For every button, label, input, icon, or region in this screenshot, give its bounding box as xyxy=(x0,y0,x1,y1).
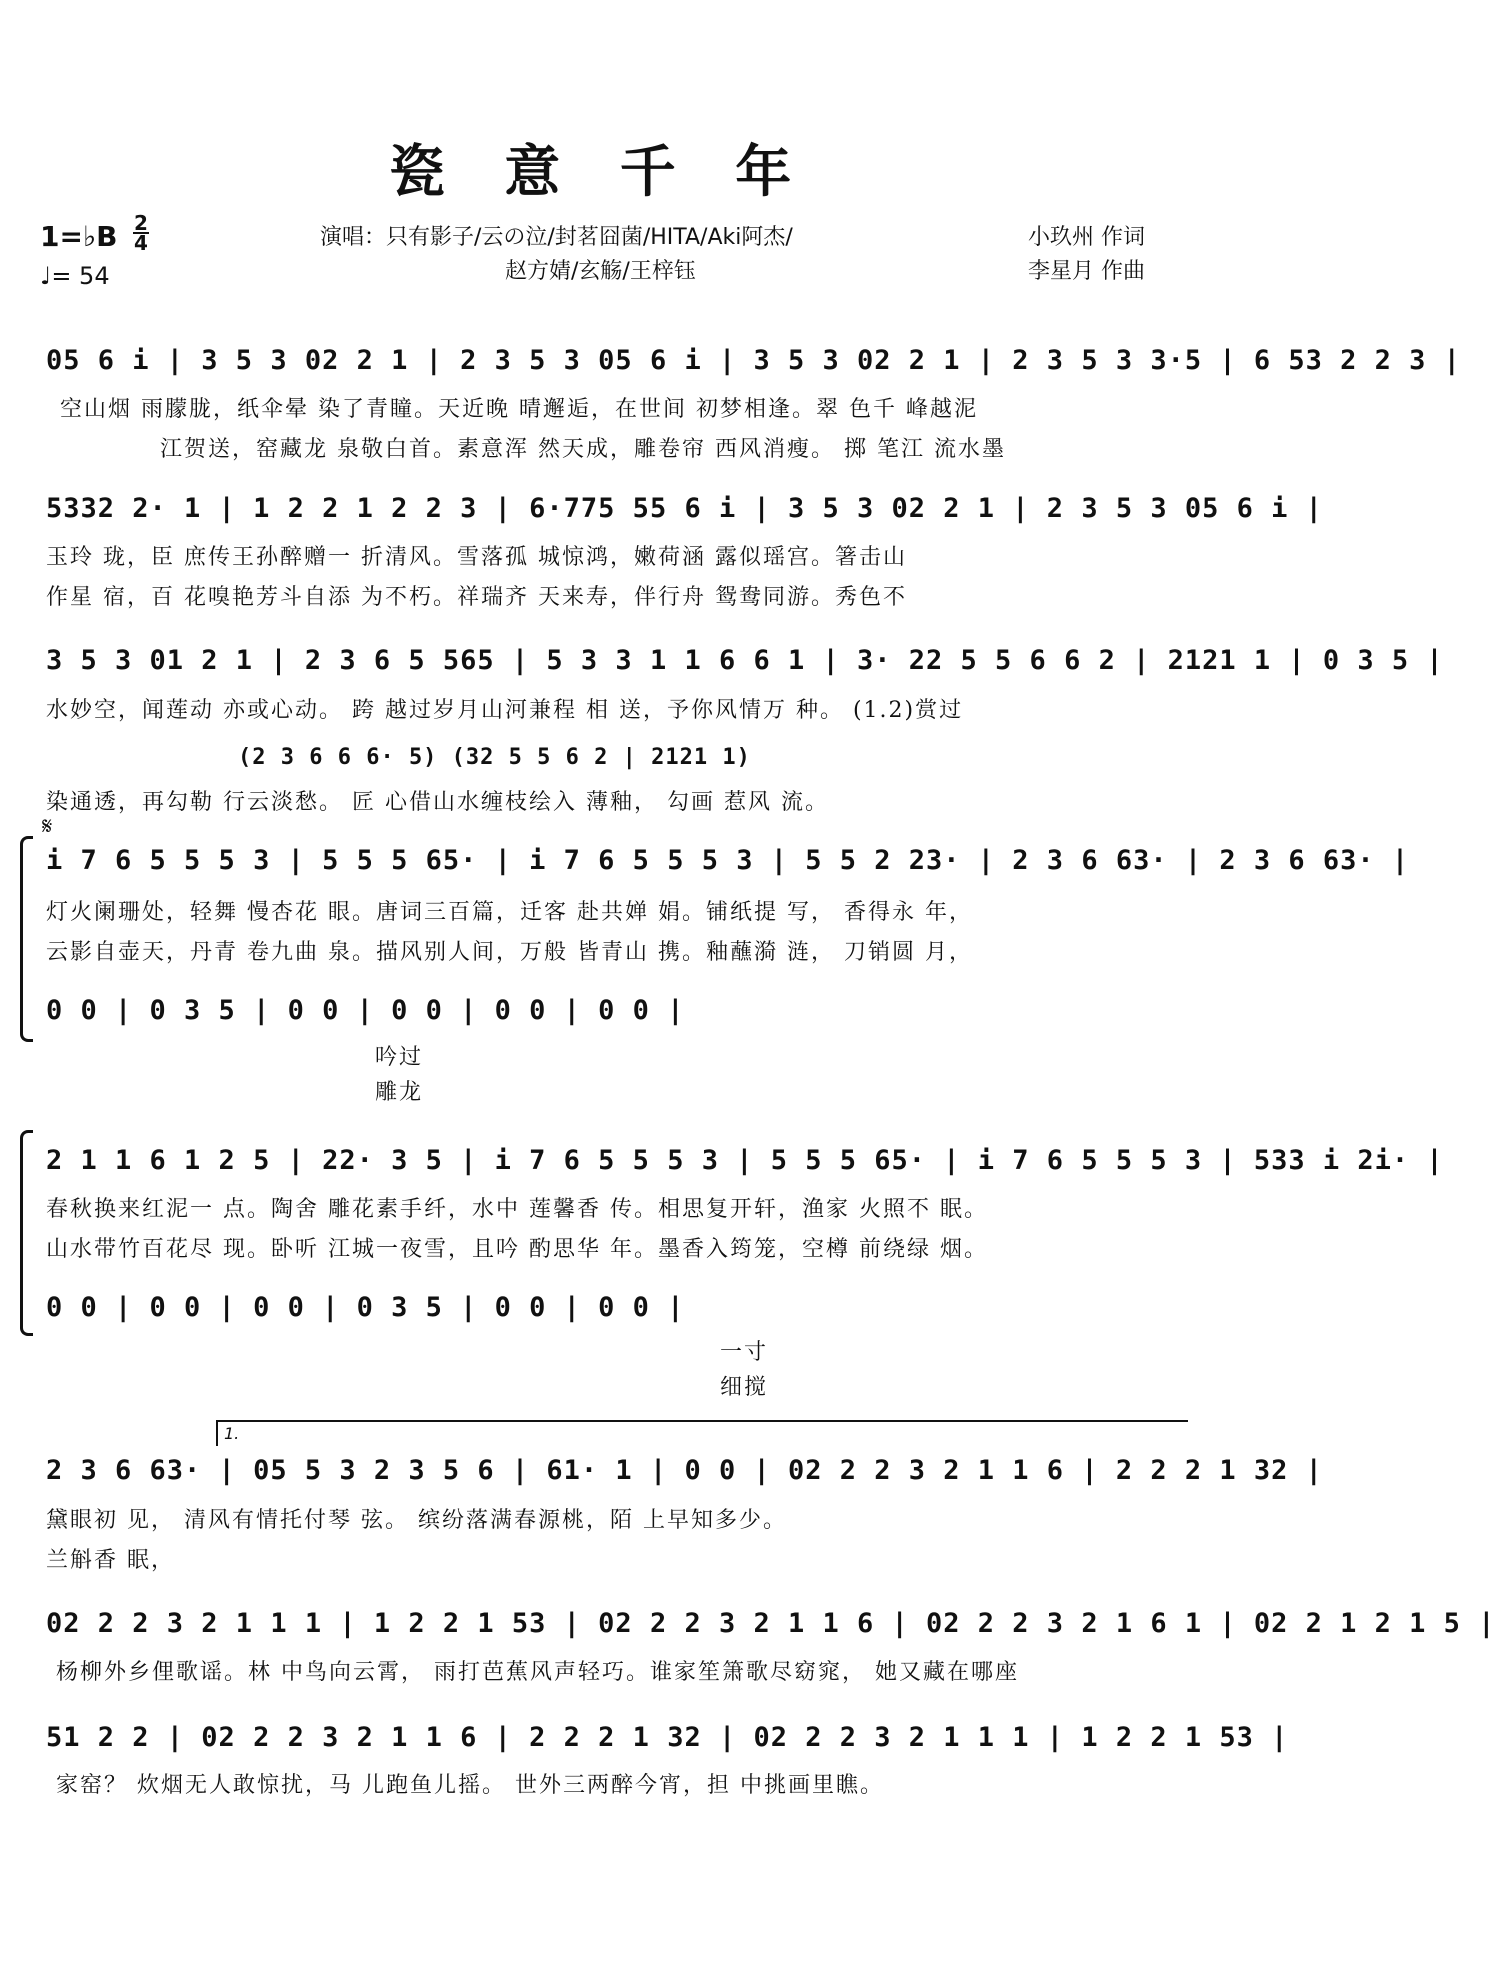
notation-row: 02 2 2 3 2 1 1 1 | 1 2 2 1 53 | 02 2 2 3 2 1 1 6 | 02 2 2 3 2 1 6 1 | 02 2 1 2 1 5 | xyxy=(46,1608,1495,1639)
notation-row: 51 2 2 | 02 2 2 3 2 1 1 6 | 2 2 2 1 32 | 02 2 2 3 2 1 1 1 | 1 2 2 1 53 | xyxy=(46,1722,1289,1753)
singers-line-1: 演唱：只有影子/云の泣/封茗囧菌/HITA/Aki阿杰/ xyxy=(320,225,793,250)
lyric-line: 江贺送，窑藏龙 泉敬白首。素意浑 然天成，雕卷帘 西风消瘦。 掷 笔江 流水墨 xyxy=(160,437,1006,462)
notation-row: 2 1 1 6 1 2 5 | 22· 3 5 | i 7 6 5 5 5 3 | 5 5 5 65· | i 7 6 5 5 5 3 | 533 i 2i· | xyxy=(46,1145,1444,1176)
system-bracket xyxy=(20,836,33,1042)
lyric-line: 水妙空，闻莲动 亦或心动。 跨 越过岁月山河兼程 相 送，予你风情万 种。 (1.2)赏过 xyxy=(46,698,964,723)
segno-sign: 𝄋 xyxy=(42,812,53,840)
lyric-line: 玉玲 珑，臣 庶传王孙醉赠一 折清风。雪落孤 城惊鸿，嫩荷涵 露似瑶宫。箸击山 xyxy=(46,545,907,570)
lyric-line: 作星 宿，百 花嗅艳芳斗自添 为不朽。祥瑞齐 天来寿，伴行舟 鸳鸯同游。秀色不 xyxy=(46,585,907,610)
lyric-line: 吟过 xyxy=(375,1045,424,1070)
lyric-line: 空山烟 雨朦胧，纸伞晕 染了青瞳。天近晚 晴邂逅，在世间 初梦相逢。翠 色千 峰越泥 xyxy=(60,397,978,422)
lyric-line: 云影自壶天，丹青 卷九曲 泉。描风别人间，万般 皆青山 携。釉蘸漪 涟， 刀销圆 月， xyxy=(46,940,973,965)
notation-row: 0 0 | 0 0 | 0 0 | 0 3 5 | 0 0 | 0 0 | xyxy=(46,1292,685,1323)
time-sig-top: 2 xyxy=(134,211,148,235)
notation-row: 3 5 3 01 2 1 | 2 3 6 5 565 | 5 3 3 1 1 6 6 1 | 3· 22 5 5 6 6 2 | 2121 1 | 0 3 5 | xyxy=(46,645,1444,676)
notation-row: 2 3 6 63· | 05 5 3 2 3 5 6 | 61· 1 | 0 0 | 02 2 2 3 2 1 1 6 | 2 2 2 1 32 | xyxy=(46,1455,1323,1486)
notation-row: 5332 2· 1 | 1 2 2 1 2 2 3 | 6·775 55 6 i | 3 5 3 02 2 1 | 2 3 5 3 05 6 i | xyxy=(46,493,1323,524)
singers-line-2: 赵方婧/玄觞/王梓钰 xyxy=(505,259,696,284)
time-signature xyxy=(133,211,149,255)
notation-row: (2 3 6 6 6· 5) (32 5 5 6 2 | 2121 1) xyxy=(238,745,751,770)
first-ending-bracket xyxy=(216,1420,1188,1446)
time-sig-bottom: 4 xyxy=(134,231,148,255)
lyricist-credit: 小玖州 作词 xyxy=(1028,225,1145,250)
key-signature: 1=♭B xyxy=(40,220,118,253)
lyric-line: 兰斛香 眠， xyxy=(46,1548,175,1573)
lyric-line: 春秋换来红泥一 点。陶舍 雕花素手纤，水中 莲馨香 传。相思复开轩，渔家 火照不 眠。 xyxy=(46,1197,988,1222)
lyric-line: 一寸 xyxy=(720,1340,769,1365)
lyric-line: 细搅 xyxy=(720,1375,769,1400)
notation-row: 0 0 | 0 3 5 | 0 0 | 0 0 | 0 0 | 0 0 | xyxy=(46,995,685,1026)
lyric-line: 杨柳外乡俚歌谣。林 中鸟向云霄， 雨打芭蕉风声轻巧。谁家笙箫歌尽窈窕， 她又藏在哪座 xyxy=(56,1660,1019,1685)
first-ending-label: 1. xyxy=(224,1424,240,1443)
composer-credit: 李星月 作曲 xyxy=(1028,259,1145,284)
lyric-line: 山水带竹百花尽 现。卧听 江城一夜雪，且吟 酌思华 年。墨香入筠笼，空樽 前绕绿 烟。 xyxy=(46,1237,988,1262)
lyric-line: 灯火阑珊处，轻舞 慢杏花 眼。唐词三百篇，迁客 赴共婵 娟。铺纸提 写， 香得永 年， xyxy=(46,900,973,925)
lyric-line: 黛眼初 见， 清风有情托付琴 弦。 缤纷落满春源桃，陌 上早知多少。 xyxy=(46,1508,787,1533)
notation-row: 05 6 i | 3 5 3 02 2 1 | 2 3 5 3 05 6 i | 3 5 3 02 2 1 | 2 3 5 3 3·5 | 6 53 2 2 3 | xyxy=(46,345,1461,376)
lyric-line: 染通透，再勾勒 行云淡愁。 匠 心借山水缠枝绘入 薄釉， 勾画 惹风 流。 xyxy=(46,790,829,815)
notation-row: i 7 6 5 5 5 3 | 5 5 5 65· | i 7 6 5 5 5 3 | 5 5 2 23· | 2 3 6 63· | 2 3 6 63· | xyxy=(46,845,1410,876)
lyric-line: 雕龙 xyxy=(375,1080,424,1105)
lyric-line: 家窑？ 炊烟无人敢惊扰，马 儿跑鱼儿摇。 世外三两醉今宵，担 中挑画里瞧。 xyxy=(56,1773,884,1798)
page-title: 瓷 意 千 年 xyxy=(388,139,812,205)
tempo-marking: ♩= 54 xyxy=(40,262,110,290)
system-bracket xyxy=(20,1130,33,1336)
